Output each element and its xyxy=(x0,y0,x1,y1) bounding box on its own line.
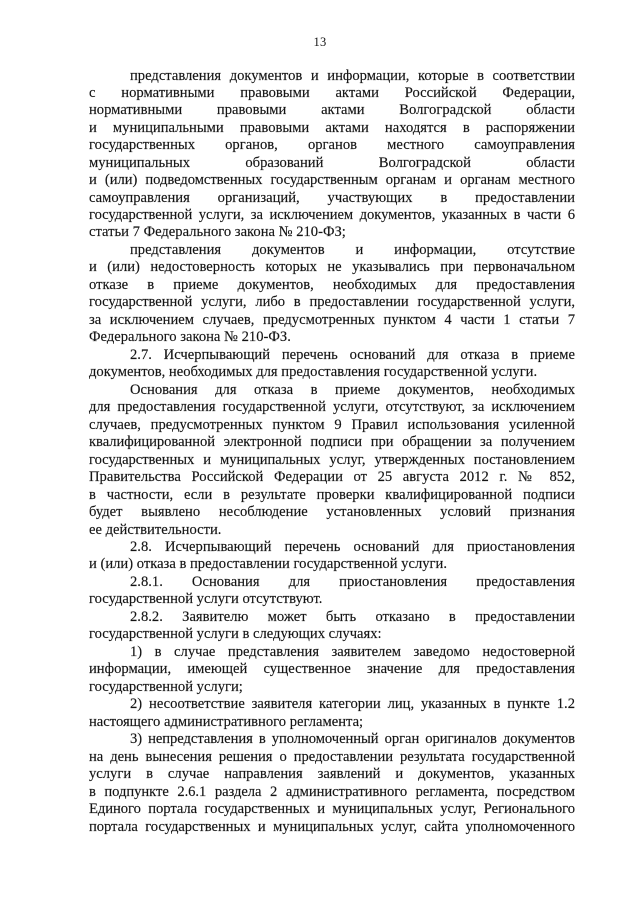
text-line: отказе в приеме документов, необходимых для предоставления xyxy=(89,277,575,293)
text-line: и (или) подведомственных государственным органам и органам местного xyxy=(89,172,575,188)
text-line: 1) в случае представления заявителем заведомо недостоверной xyxy=(130,644,575,660)
text-line: 2.8.2. Заявителю может быть отказано в предоставлении xyxy=(130,609,575,625)
text-line: и (или) отказа в предоставлении государственной услуги. xyxy=(89,556,447,572)
text-line: 2.7. Исчерпывающий перечень оснований для отказа в приеме xyxy=(130,347,575,363)
text-line: государственных и муниципальных услуг, утвержденных постановлением xyxy=(89,452,575,468)
text-line: самоуправления организаций, участвующих в предоставлении xyxy=(89,190,575,206)
text-line: государственных органов, органов местного самоуправления xyxy=(89,137,575,153)
text-line: государственной услуги, либо в предоставлении государственной услуги, xyxy=(89,294,575,310)
text-line: квалифицированной электронной подписи при обращении за получением xyxy=(89,434,575,450)
text-line: услуги в случае направления заявлений и документов, указанных xyxy=(89,766,575,782)
text-line: информации, имеющей существенное значение для предоставления xyxy=(89,661,575,677)
text-line: представления документов и информации, которые в соответствии xyxy=(130,68,575,84)
page-number: 13 xyxy=(313,35,327,49)
text-line: ее действительности. xyxy=(89,522,222,538)
text-line: случаев, предусмотренных пунктом 9 Правил использования усиленной xyxy=(89,417,575,433)
text-line: за исключением случаев, предусмотренных пунктом 4 части 1 статьи 7 xyxy=(89,312,575,328)
text-line: Федерального закона № 210-ФЗ. xyxy=(89,329,291,345)
text-line: нормативными правовыми актами Волгоградской области xyxy=(89,102,575,118)
text-line: в частности, если в результате проверки квалифицированной подписи xyxy=(89,487,575,503)
text-line: представления документов и информации, отсутствие xyxy=(130,242,575,258)
text-line: документов, необходимых для предоставления государственной услуги. xyxy=(89,364,538,380)
text-line: государственной услуги в следующих случаях: xyxy=(89,626,382,642)
text-line: портала государственных и муниципальных услуг, сайта уполномоченного xyxy=(89,819,575,835)
text-line: государственной услуги; xyxy=(89,679,243,695)
text-line: статьи 7 Федерального закона № 210-ФЗ; xyxy=(89,224,346,240)
text-line: в подпункте 2.6.1 раздела 2 административного регламента, посредством xyxy=(89,784,575,800)
text-line: для предоставления государственной услуги, отсутствуют, за исключением xyxy=(89,399,575,415)
text-line: Основания для отказа в приеме документов, необходимых xyxy=(130,382,575,398)
text-line: государственной услуги отсутствуют. xyxy=(89,591,323,607)
text-line: государственной услуги, за исключением документов, указанных в части 6 xyxy=(89,207,575,223)
text-line: 3) непредставления в уполномоченный орган оригиналов документов xyxy=(130,731,575,747)
text-line: Единого портала государственных и муниципальных услуг, Регионального xyxy=(89,801,575,817)
text-line: будет выявлено несоблюдение установленных условий признания xyxy=(89,504,575,520)
text-line: и муниципальными правовыми актами находятся в распоряжении xyxy=(89,120,575,136)
text-line: 2.8. Исчерпывающий перечень оснований для приостановления xyxy=(130,539,575,555)
text-line: с нормативными правовыми актами Российской Федерации, xyxy=(89,85,575,101)
text-line: и (или) недостоверность которых не указывались при первоначальном xyxy=(89,259,575,275)
text-line: муниципальных образований Волгоградской области xyxy=(89,155,575,171)
text-line: Правительства Российской Федерации от 25 августа 2012 г. № 852, xyxy=(89,469,575,485)
text-line: 2.8.1. Основания для приостановления предоставления xyxy=(130,574,575,590)
text-line: настоящего административного регламента; xyxy=(89,714,364,730)
text-line: на день вынесения решения о предоставлении результата государственной xyxy=(89,749,575,765)
text-line: 2) несоответствие заявителя категории лиц, указанных в пункте 1.2 xyxy=(130,696,575,712)
